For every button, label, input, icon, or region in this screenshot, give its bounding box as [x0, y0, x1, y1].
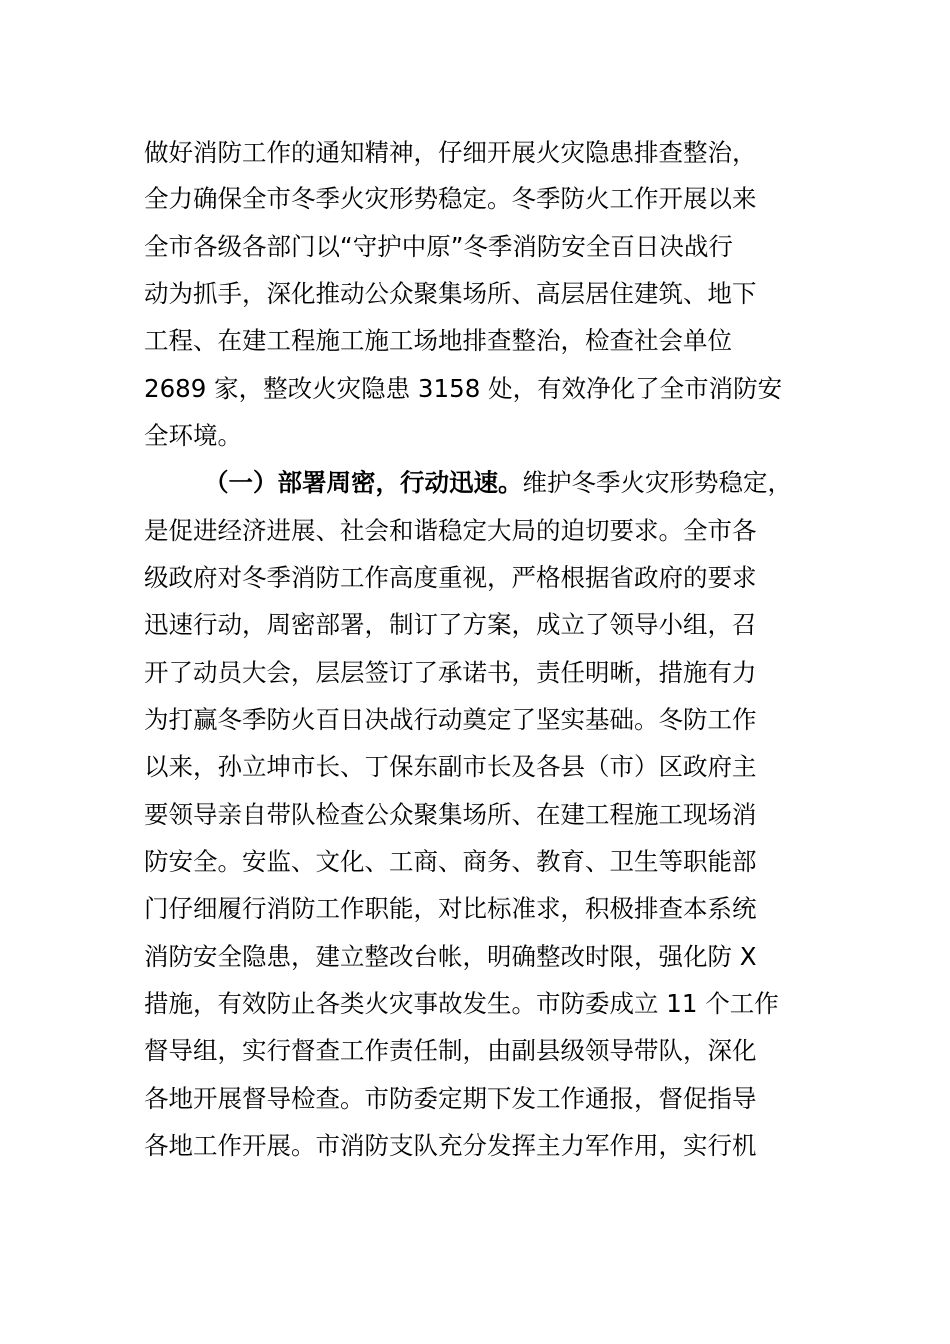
paragraph-line: 级政府对冬季消防工作高度重视，严格根据省政府的要求 [144, 563, 757, 592]
paragraph-line: 全环境。 [144, 421, 242, 450]
paragraph-line: 是促进经济进展、社会和谐稳定大局的迫切要求。全市各 [144, 516, 757, 545]
paragraph-line: 2689 家，整改火灾隐患 3158 处，有效净化了全市消防安 [144, 374, 783, 403]
paragraph-line: 消防安全隐患，建立整改台帐，明确整改时限，强化防 X [144, 942, 757, 971]
paragraph-line: 要领导亲自带队检查公众聚集场所、在建工程施工现场消 [144, 800, 757, 829]
paragraph-line: 各地开展督导检查。市防委定期下发工作通报，督促指导 [144, 1084, 757, 1113]
paragraph-line: 动为抓手，深化推动公众聚集场所、高层居住建筑、地下 [144, 279, 757, 308]
paragraph-line: 以来，孙立坤市长、丁保东副市长及各县（市）区政府主 [144, 752, 757, 781]
section-heading-rest: 维护冬季火灾形势稳定， [522, 468, 792, 497]
paragraph-line: 迅速行动，周密部署，制订了方案，成立了领导小组，召 [144, 610, 757, 639]
paragraph-line: 各地工作开展。市消防支队充分发挥主力军作用，实行机 [144, 1131, 757, 1160]
paragraph-line: 开了动员大会，层层签订了承诺书，责任明晰，措施有力 [144, 658, 757, 687]
paragraph-line: 全市各级各部门以“守护中原”冬季消防安全百日决战行 [144, 232, 733, 261]
section-heading-line [204, 463, 792, 503]
paragraph-line: 防安全。安监、文化、工商、商务、教育、卫生等职能部 [144, 847, 757, 876]
section-heading: （一）部署周密，行动迅速。 [204, 468, 523, 497]
paragraph-line: 措施，有效防止各类火灾事故发生。市防委成立 11 个工作 [144, 989, 779, 1018]
paragraph-line: 为打赢冬季防火百日决战行动奠定了坚实基础。冬防工作 [144, 705, 757, 734]
paragraph-line: 门仔细履行消防工作职能，对比标准求，积极排查本系统 [144, 894, 757, 923]
paragraph-line: 做好消防工作的通知精神，仔细开展火灾隐患排查整治， [144, 138, 757, 167]
paragraph-line: 全力确保全市冬季火灾形势稳定。冬季防火工作开展以来 [144, 184, 757, 213]
paragraph-line: 督导组，实行督查工作责任制，由副县级领导带队，深化 [144, 1036, 757, 1065]
paragraph-line: 工程、在建工程施工施工场地排查整治，检查社会单位 [144, 326, 732, 355]
